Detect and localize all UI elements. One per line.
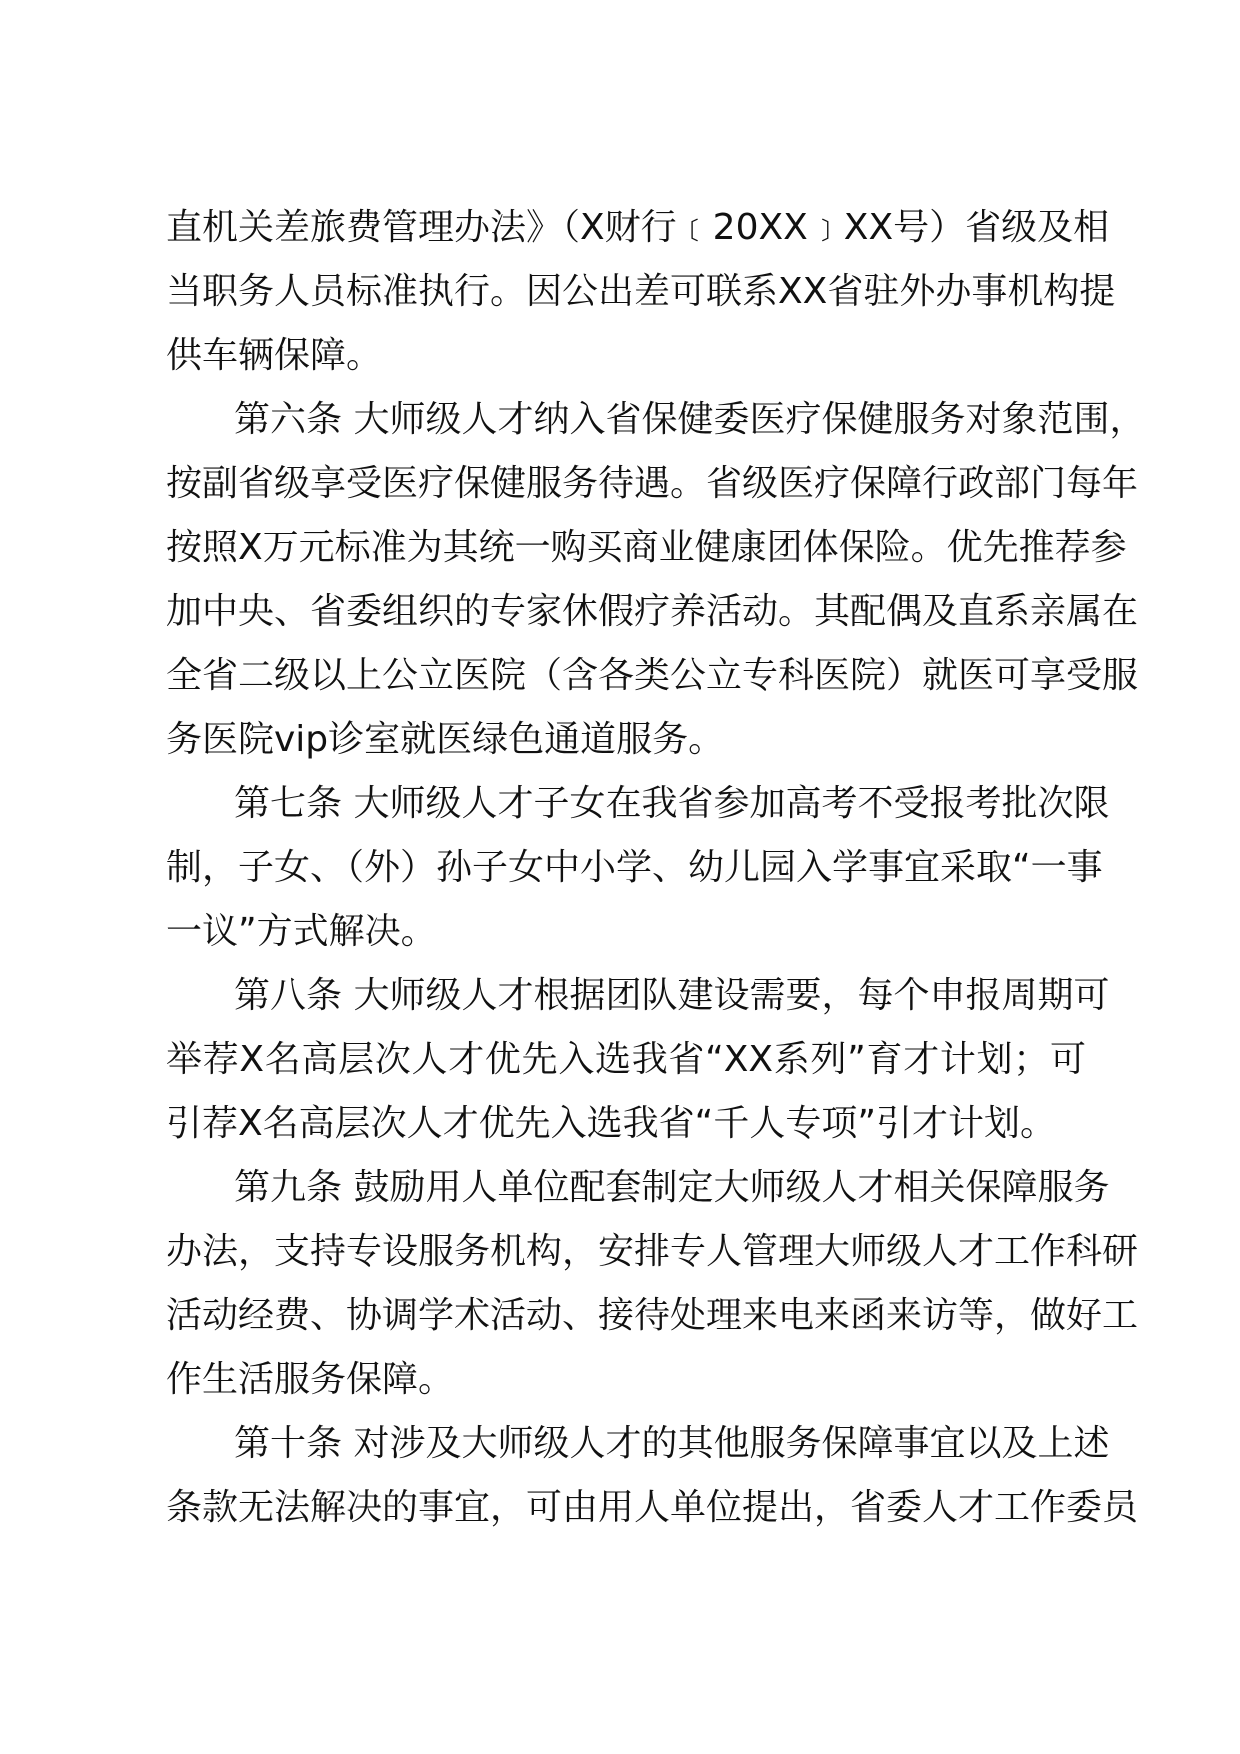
text-line: 第七条 大师级人才子女在我省参加高考不受报考批次限 [234,783,1110,824]
article-9-paragraph [166,1156,1139,1412]
text-line: 当职务人员标准执行。因公出差可联系XX省驻外办事机构提 [166,271,1116,312]
text-line: 一议”方式解决。 [166,911,437,952]
text-line: 直机关差旅费管理办法》（X财行﹝20XX﹞XX号）省级及相 [166,207,1110,248]
text-line: 第九条 鼓励用人单位配套制定大师级人才相关保障服务 [234,1167,1110,1208]
text-line: 制，子女、（外）孙子女中小学、幼儿园入学事宜采取“一事 [166,847,1103,888]
text-line: 按照X万元标准为其统一购买商业健康团体保险。优先推荐参 [166,527,1127,568]
article-7-paragraph [166,772,1110,964]
article-6-paragraph [166,388,1146,772]
text-line: 按副省级享受医疗保健服务待遇。省级医疗保障行政部门每年 [166,463,1139,504]
text-line: 第六条 大师级人才纳入省保健委医疗保健服务对象范围， [234,399,1146,440]
text-line: 第十条 对涉及大师级人才的其他服务保障事宜以及上述 [234,1423,1110,1464]
text-line: 全省二级以上公立医院（含各类公立专科医院）就医可享受服 [166,655,1139,696]
text-line: 作生活服务保障。 [166,1359,455,1400]
document-body [166,196,1146,1540]
text-line: 引荐X名高层次人才优先入选我省“千人专项”引才计划。 [166,1103,1056,1144]
article-10-paragraph [166,1412,1139,1540]
text-line: 务医院vip诊室就医绿色通道服务。 [166,719,725,760]
text-line: 活动经费、协调学术活动、接待处理来电来函来访等，做好工 [166,1295,1139,1336]
article-8-paragraph [166,964,1110,1156]
text-line: 条款无法解决的事宜，可由用人单位提出，省委人才工作委员 [166,1487,1139,1528]
paragraph-continuation [166,196,1116,388]
text-line: 举荐X名高层次人才优先入选我省“XX系列”育才计划；可 [166,1039,1086,1080]
text-line: 办法，支持专设服务机构，安排专人管理大师级人才工作科研 [166,1231,1139,1272]
text-line: 加中央、省委组织的专家休假疗养活动。其配偶及直系亲属在 [166,591,1139,632]
text-line: 第八条 大师级人才根据团队建设需要，每个申报周期可 [234,975,1110,1016]
text-line: 供车辆保障。 [166,335,383,376]
